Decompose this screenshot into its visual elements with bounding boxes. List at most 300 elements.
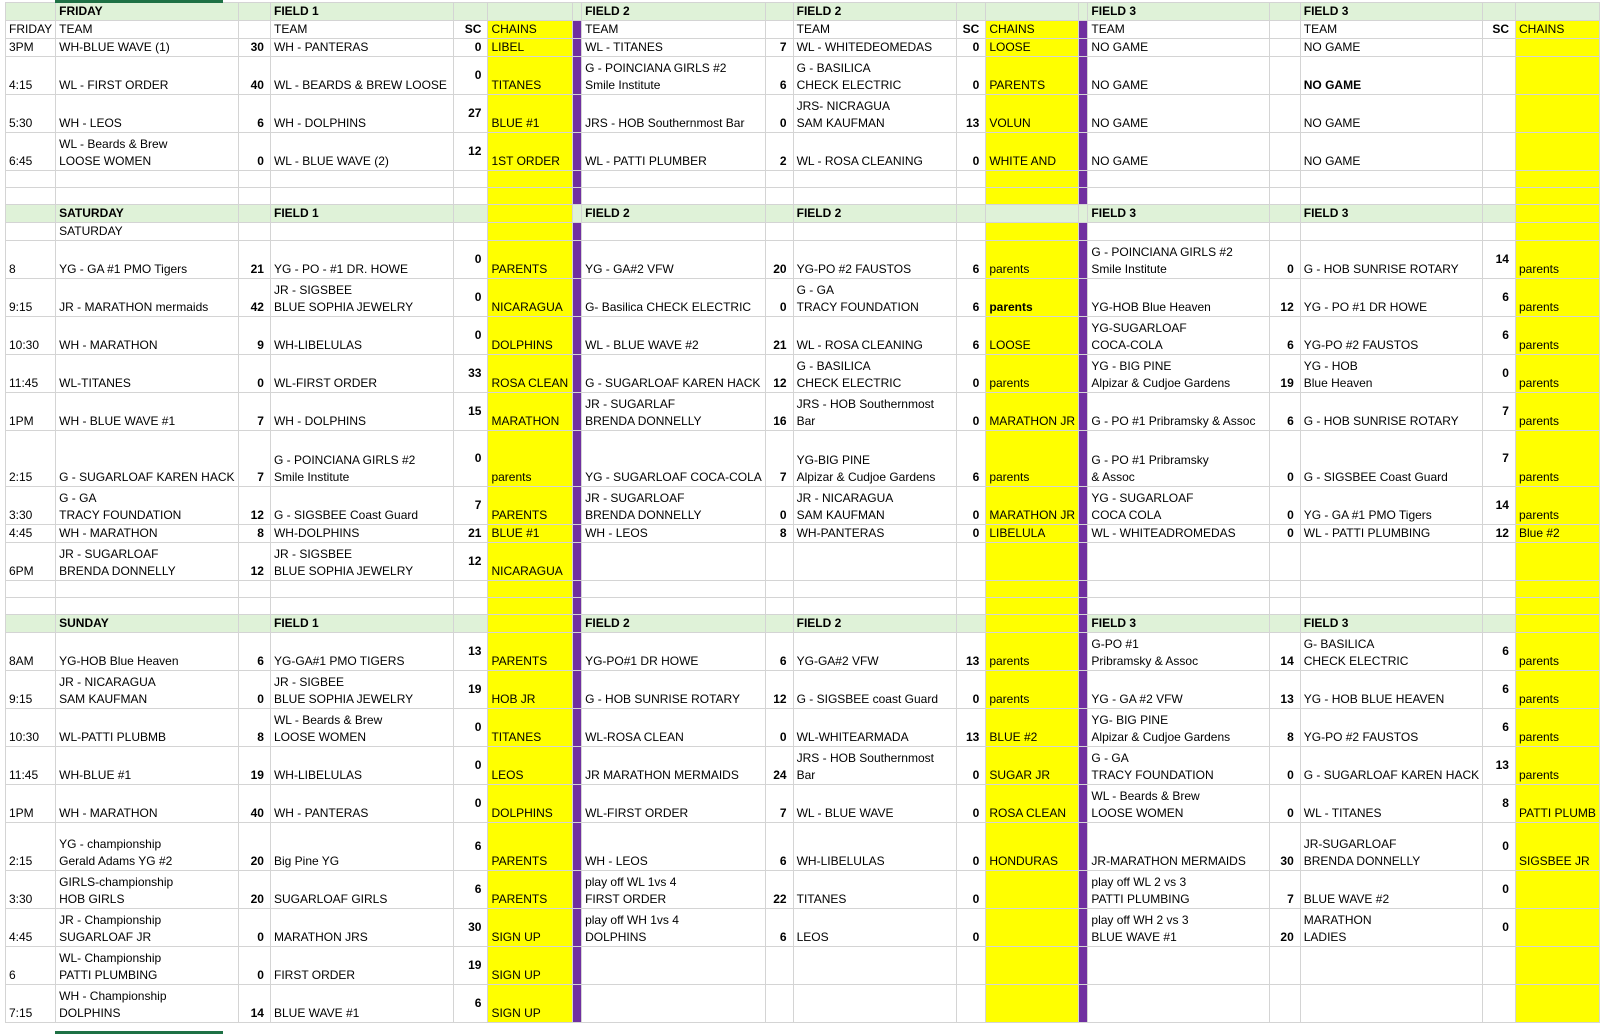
friday-header-cell[interactable] — [572, 3, 581, 21]
chains-cell[interactable]: parents — [986, 431, 1079, 487]
score-cell[interactable]: 6 — [238, 95, 270, 133]
score-cell[interactable]: 0 — [956, 39, 986, 57]
team-cell[interactable]: JR - SUGARLAF BRENDA DONNELLY — [582, 393, 766, 431]
score-cell[interactable]: 0 — [238, 909, 270, 947]
chains-cell[interactable] — [1515, 947, 1599, 985]
team-cell[interactable]: YG-GA#2 VFW — [793, 633, 956, 671]
team-cell[interactable]: NO GAME — [1300, 39, 1482, 57]
team-cell[interactable]: NO GAME — [1300, 133, 1482, 171]
score-cell[interactable]: 0 — [1269, 487, 1300, 525]
saturday-subheader-cell[interactable] — [6, 223, 56, 241]
score-cell[interactable]: 8 — [765, 525, 793, 543]
score-cell[interactable]: 6 — [1269, 393, 1300, 431]
score-cell[interactable]: 0 — [1269, 525, 1300, 543]
empty-cell[interactable] — [582, 171, 766, 188]
empty-cell[interactable] — [1088, 581, 1269, 598]
team-cell[interactable]: YG - PO #1 DR HOWE — [1300, 279, 1482, 317]
time-cell[interactable]: 10:30 — [6, 317, 56, 355]
chains-cell[interactable]: PARENTS — [488, 871, 572, 909]
score-cell[interactable]: 16 — [765, 393, 793, 431]
team-cell[interactable]: G - GA TRACY FOUNDATION — [793, 279, 956, 317]
team-cell[interactable]: WL - TITANES — [582, 39, 766, 57]
empty-cell[interactable] — [582, 581, 766, 598]
score-cell[interactable] — [765, 543, 793, 581]
team-cell[interactable]: G- Basilica CHECK ELECTRIC — [582, 279, 766, 317]
saturday-subheader-cell[interactable] — [270, 223, 453, 241]
team-cell[interactable]: G- BASILICA CHECK ELECTRIC — [1300, 633, 1482, 671]
saturday-header-cell[interactable] — [572, 205, 581, 223]
score-cell[interactable]: 0 — [956, 487, 986, 525]
score-cell[interactable]: 27 — [454, 95, 488, 133]
team-cell[interactable] — [582, 985, 766, 1023]
score-cell[interactable]: 0 — [454, 785, 488, 823]
empty-cell[interactable] — [1515, 598, 1599, 615]
time-cell[interactable]: 8AM — [6, 633, 56, 671]
score-cell[interactable]: 0 — [956, 525, 986, 543]
team-cell[interactable]: WH - MARATHON — [56, 525, 238, 543]
score-cell[interactable] — [1483, 543, 1516, 581]
chains-cell[interactable] — [1515, 985, 1599, 1023]
chains-cell[interactable]: WHITE AND — [986, 133, 1079, 171]
score-cell[interactable]: 42 — [238, 279, 270, 317]
team-cell[interactable]: YG - GA #1 PMO Tigers — [1300, 487, 1482, 525]
column-header-cell[interactable]: TEAM — [1300, 21, 1482, 39]
score-cell[interactable]: 0 — [454, 279, 488, 317]
team-cell[interactable]: WH-LIBELULAS — [270, 317, 453, 355]
empty-cell[interactable] — [986, 171, 1079, 188]
sunday-header-cell[interactable] — [488, 615, 572, 633]
team-cell[interactable]: JR-SUGARLOAF BRENDA DONNELLY — [1300, 823, 1482, 871]
team-cell[interactable]: G-PO #1 Pribramsky & Assoc — [1088, 633, 1269, 671]
score-cell[interactable]: 30 — [238, 39, 270, 57]
sunday-header-cell[interactable]: FIELD 3 — [1088, 615, 1269, 633]
team-cell[interactable] — [1088, 947, 1269, 985]
empty-cell[interactable] — [582, 598, 766, 615]
team-cell[interactable]: NO GAME — [1088, 95, 1269, 133]
empty-cell[interactable] — [765, 188, 793, 205]
empty-cell[interactable] — [56, 188, 238, 205]
time-cell[interactable]: 11:45 — [6, 747, 56, 785]
team-cell[interactable] — [1300, 947, 1482, 985]
empty-cell[interactable] — [1300, 598, 1482, 615]
team-cell[interactable]: YG - GA #2 VFW — [1088, 671, 1269, 709]
score-cell[interactable]: 0 — [238, 133, 270, 171]
saturday-header-cell[interactable] — [6, 205, 56, 223]
team-cell[interactable]: YG-PO #2 FAUSTOS — [793, 241, 956, 279]
chains-cell[interactable]: parents — [1515, 709, 1599, 747]
chains-cell[interactable]: parents — [1515, 279, 1599, 317]
empty-cell[interactable] — [454, 598, 488, 615]
time-cell[interactable]: 6 — [6, 947, 56, 985]
column-header-cell[interactable]: CHAINS — [488, 21, 572, 39]
team-cell[interactable]: MARATHON LADIES — [1300, 909, 1482, 947]
score-cell[interactable]: 13 — [956, 709, 986, 747]
team-cell[interactable]: JR - NICARAGUA SAM KAUFMAN — [56, 671, 238, 709]
team-cell[interactable]: WH - DOLPHINS — [270, 95, 453, 133]
team-cell[interactable]: YG - HOB BLUE HEAVEN — [1300, 671, 1482, 709]
team-cell[interactable]: JR - SIGBEE BLUE SOPHIA JEWELRY — [270, 671, 453, 709]
empty-cell[interactable] — [6, 171, 56, 188]
team-cell[interactable]: JRS - HOB Southernmost Bar — [793, 393, 956, 431]
saturday-header-cell[interactable] — [454, 205, 488, 223]
team-cell[interactable]: NO GAME — [1088, 133, 1269, 171]
time-cell[interactable]: 2:15 — [6, 431, 56, 487]
sunday-header-cell[interactable]: FIELD 2 — [582, 615, 766, 633]
friday-header-cell[interactable] — [6, 3, 56, 21]
team-cell[interactable]: G - BASILICA CHECK ELECTRIC — [793, 57, 956, 95]
score-cell[interactable]: 0 — [956, 909, 986, 947]
score-cell[interactable]: 6 — [454, 823, 488, 871]
empty-cell[interactable] — [1269, 598, 1300, 615]
chains-cell[interactable]: Blue #2 — [1515, 525, 1599, 543]
score-cell[interactable]: 13 — [1483, 747, 1516, 785]
team-cell[interactable]: WH - LEOS — [582, 525, 766, 543]
saturday-subheader-cell[interactable] — [793, 223, 956, 241]
team-cell[interactable]: G - HOB SUNRISE ROTARY — [1300, 241, 1482, 279]
empty-cell[interactable] — [238, 188, 270, 205]
empty-cell[interactable] — [1483, 171, 1516, 188]
empty-cell[interactable] — [1515, 188, 1599, 205]
chains-cell[interactable]: BLUE #2 — [986, 709, 1079, 747]
score-cell[interactable]: 0 — [956, 785, 986, 823]
saturday-header-cell[interactable] — [1269, 205, 1300, 223]
score-cell[interactable]: 13 — [1269, 671, 1300, 709]
score-cell[interactable]: 8 — [238, 709, 270, 747]
empty-cell[interactable] — [793, 581, 956, 598]
chains-cell[interactable]: MARATHON JR — [986, 487, 1079, 525]
saturday-header-cell[interactable]: FIELD 1 — [270, 205, 453, 223]
team-cell[interactable]: JR MARATHON MERMAIDS — [582, 747, 766, 785]
saturday-header-cell[interactable] — [1483, 205, 1516, 223]
team-cell[interactable]: WL - PATTI PLUMBING — [1300, 525, 1482, 543]
column-header-cell[interactable]: SC — [1483, 21, 1516, 39]
sunday-header-cell[interactable]: FIELD 2 — [793, 615, 956, 633]
team-cell[interactable]: NO GAME — [1300, 95, 1482, 133]
score-cell[interactable]: 20 — [1269, 909, 1300, 947]
team-cell[interactable]: JR-MARATHON MERMAIDS — [1088, 823, 1269, 871]
team-cell[interactable]: JR - NICARAGUA SAM KAUFMAN — [793, 487, 956, 525]
team-cell[interactable]: WL - PATTI PLUMBER — [582, 133, 766, 171]
team-cell[interactable]: WH - MARATHON — [56, 317, 238, 355]
team-cell[interactable]: G - HOB SUNRISE ROTARY — [1300, 393, 1482, 431]
saturday-subheader-cell[interactable] — [1088, 223, 1269, 241]
time-cell[interactable]: 2:15 — [6, 823, 56, 871]
score-cell[interactable] — [956, 947, 986, 985]
empty-cell[interactable] — [270, 581, 453, 598]
team-cell[interactable]: WH - PANTERAS — [270, 39, 453, 57]
team-cell[interactable]: WL - BEARDS & BREW LOOSE — [270, 57, 453, 95]
sunday-header-cell[interactable] — [1483, 615, 1516, 633]
team-cell[interactable]: WL - BLUE WAVE #2 — [582, 317, 766, 355]
chains-cell[interactable]: parents — [1515, 317, 1599, 355]
score-cell[interactable]: 24 — [765, 747, 793, 785]
score-cell[interactable]: 6 — [1483, 709, 1516, 747]
chains-cell[interactable]: TITANES — [488, 709, 572, 747]
score-cell[interactable]: 33 — [454, 355, 488, 393]
team-cell[interactable]: WL - BLUE WAVE (2) — [270, 133, 453, 171]
score-cell[interactable]: 15 — [454, 393, 488, 431]
team-cell[interactable]: YG-GA#1 PMO TIGERS — [270, 633, 453, 671]
empty-cell[interactable] — [488, 188, 572, 205]
chains-cell[interactable]: TITANES — [488, 57, 572, 95]
team-cell[interactable]: JR - MARATHON mermaids — [56, 279, 238, 317]
score-cell[interactable]: 6 — [454, 871, 488, 909]
chains-cell[interactable]: PARENTS — [488, 823, 572, 871]
friday-header-cell[interactable] — [1515, 3, 1599, 21]
chains-cell[interactable]: PATTI PLUMB — [1515, 785, 1599, 823]
score-cell[interactable]: 40 — [238, 57, 270, 95]
friday-header-cell[interactable] — [986, 3, 1079, 21]
chains-cell[interactable] — [1515, 871, 1599, 909]
team-cell[interactable]: Big Pine YG — [270, 823, 453, 871]
score-cell[interactable] — [1483, 95, 1516, 133]
team-cell[interactable]: MARATHON JRS — [270, 909, 453, 947]
sunday-header-cell[interactable]: FIELD 3 — [1300, 615, 1482, 633]
team-cell[interactable]: YG - GA #1 PMO Tigers — [56, 241, 238, 279]
saturday-header-cell[interactable]: FIELD 3 — [1300, 205, 1482, 223]
score-cell[interactable]: 6 — [956, 279, 986, 317]
score-cell[interactable]: 12 — [238, 543, 270, 581]
saturday-subheader-cell[interactable] — [582, 223, 766, 241]
empty-cell[interactable] — [986, 581, 1079, 598]
team-cell[interactable]: WL - WHITEDEOMEDAS — [793, 39, 956, 57]
team-cell[interactable] — [793, 947, 956, 985]
score-cell[interactable]: 0 — [765, 279, 793, 317]
empty-cell[interactable] — [793, 188, 956, 205]
chains-cell[interactable] — [1515, 95, 1599, 133]
team-cell[interactable]: WL - Beards & Brew LOOSE WOMEN — [1088, 785, 1269, 823]
chains-cell[interactable]: BLUE #1 — [488, 525, 572, 543]
score-cell[interactable]: 8 — [1269, 709, 1300, 747]
time-cell[interactable]: 3:30 — [6, 871, 56, 909]
team-cell[interactable]: WH-DOLPHINS — [270, 525, 453, 543]
team-cell[interactable]: WH-PANTERAS — [793, 525, 956, 543]
score-cell[interactable]: 22 — [765, 871, 793, 909]
time-cell[interactable]: 8 — [6, 241, 56, 279]
column-header-cell[interactable] — [238, 21, 270, 39]
chains-cell[interactable]: SUGAR JR — [986, 747, 1079, 785]
empty-cell[interactable] — [1088, 598, 1269, 615]
team-cell[interactable]: WL - ROSA CLEANING — [793, 317, 956, 355]
score-cell[interactable] — [765, 947, 793, 985]
empty-cell[interactable] — [270, 598, 453, 615]
empty-cell[interactable] — [488, 581, 572, 598]
score-cell[interactable]: 0 — [1269, 747, 1300, 785]
team-cell[interactable]: play off WL 1vs 4 FIRST ORDER — [582, 871, 766, 909]
score-cell[interactable]: 0 — [765, 709, 793, 747]
chains-cell[interactable]: MARATHON — [488, 393, 572, 431]
team-cell[interactable]: WH - PANTERAS — [270, 785, 453, 823]
time-cell[interactable]: 5:30 — [6, 95, 56, 133]
score-cell[interactable]: 8 — [1483, 785, 1516, 823]
score-cell[interactable]: 6 — [765, 823, 793, 871]
friday-header-cell[interactable]: FIELD 2 — [582, 3, 766, 21]
score-cell[interactable]: 0 — [238, 671, 270, 709]
team-cell[interactable]: G - PO #1 Pribramsky & Assoc — [1088, 393, 1269, 431]
time-cell[interactable]: 7:15 — [6, 985, 56, 1023]
team-cell[interactable]: JR - Championship SUGARLOAF JR — [56, 909, 238, 947]
score-cell[interactable]: 0 — [956, 871, 986, 909]
team-cell[interactable]: G - SIGSBEE coast Guard — [793, 671, 956, 709]
team-cell[interactable]: WL - Beards & Brew LOOSE WOMEN — [56, 133, 238, 171]
column-header-cell[interactable]: TEAM — [793, 21, 956, 39]
empty-cell[interactable] — [956, 171, 986, 188]
score-cell[interactable]: 6 — [1483, 671, 1516, 709]
score-cell[interactable]: 13 — [454, 633, 488, 671]
score-cell[interactable]: 14 — [1483, 487, 1516, 525]
empty-cell[interactable] — [1269, 171, 1300, 188]
team-cell[interactable] — [793, 985, 956, 1023]
score-cell[interactable] — [1269, 95, 1300, 133]
score-cell[interactable]: 0 — [956, 133, 986, 171]
column-header-cell[interactable]: SC — [956, 21, 986, 39]
schedule-grid[interactable] — [5, 2, 1600, 1023]
score-cell[interactable]: 14 — [1269, 633, 1300, 671]
team-cell[interactable]: WL-FIRST ORDER — [582, 785, 766, 823]
team-cell[interactable]: YG-SUGARLOAF COCA-COLA — [1088, 317, 1269, 355]
team-cell[interactable]: SUGARLOAF GIRLS — [270, 871, 453, 909]
score-cell[interactable]: 6 — [454, 985, 488, 1023]
score-cell[interactable]: 20 — [238, 823, 270, 871]
chains-cell[interactable]: LOOSE — [986, 39, 1079, 57]
score-cell[interactable]: 6 — [1483, 633, 1516, 671]
column-header-cell[interactable]: TEAM — [270, 21, 453, 39]
sunday-header-cell[interactable] — [6, 615, 56, 633]
team-cell[interactable] — [1300, 985, 1482, 1023]
score-cell[interactable]: 2 — [765, 133, 793, 171]
friday-header-cell[interactable] — [238, 3, 270, 21]
score-cell[interactable]: 20 — [238, 871, 270, 909]
team-cell[interactable]: YG - HOB Blue Heaven — [1300, 355, 1482, 393]
time-cell[interactable]: 4:45 — [6, 909, 56, 947]
score-cell[interactable] — [1269, 985, 1300, 1023]
team-cell[interactable]: JR - SUGARLOAF BRENDA DONNELLY — [582, 487, 766, 525]
score-cell[interactable]: 0 — [765, 95, 793, 133]
chains-cell[interactable]: parents — [1515, 393, 1599, 431]
team-cell[interactable] — [582, 543, 766, 581]
friday-header-cell[interactable] — [1079, 3, 1088, 21]
team-cell[interactable]: YG-PO#1 DR HOWE — [582, 633, 766, 671]
team-cell[interactable]: WL - WHITEADROMEDAS — [1088, 525, 1269, 543]
sunday-header-cell[interactable] — [454, 615, 488, 633]
time-cell[interactable]: 1PM — [6, 393, 56, 431]
chains-cell[interactable]: BLUE #1 — [488, 95, 572, 133]
team-cell[interactable]: G - PO #1 Pribramsky & Assoc — [1088, 431, 1269, 487]
chains-cell[interactable]: parents — [1515, 487, 1599, 525]
score-cell[interactable] — [956, 543, 986, 581]
saturday-header-cell[interactable] — [986, 205, 1079, 223]
chains-cell[interactable]: NICARAGUA — [488, 543, 572, 581]
empty-cell[interactable] — [1088, 171, 1269, 188]
chains-cell[interactable]: 1ST ORDER — [488, 133, 572, 171]
score-cell[interactable]: 6 — [765, 909, 793, 947]
empty-cell[interactable] — [488, 598, 572, 615]
score-cell[interactable]: 0 — [1269, 785, 1300, 823]
score-cell[interactable] — [1483, 947, 1516, 985]
score-cell[interactable] — [1269, 947, 1300, 985]
chains-cell[interactable]: HOB JR — [488, 671, 572, 709]
time-cell[interactable]: 9:15 — [6, 279, 56, 317]
friday-header-cell[interactable] — [956, 3, 986, 21]
team-cell[interactable]: YG-PO #2 FAUSTOS — [1300, 317, 1482, 355]
empty-cell[interactable] — [986, 188, 1079, 205]
team-cell[interactable]: G - GA TRACY FOUNDATION — [1088, 747, 1269, 785]
score-cell[interactable] — [1483, 133, 1516, 171]
team-cell[interactable]: G - SUGARLOAF KAREN HACK — [582, 355, 766, 393]
empty-cell[interactable] — [793, 598, 956, 615]
score-cell[interactable]: 0 — [454, 431, 488, 487]
chains-cell[interactable]: parents — [986, 279, 1079, 317]
time-cell[interactable]: 11:45 — [6, 355, 56, 393]
score-cell[interactable]: 19 — [454, 671, 488, 709]
chains-cell[interactable] — [986, 543, 1079, 581]
empty-cell[interactable] — [56, 598, 238, 615]
chains-cell[interactable]: parents — [1515, 241, 1599, 279]
score-cell[interactable]: 6 — [956, 241, 986, 279]
team-cell[interactable]: G - SUGARLOAF KAREN HACK — [1300, 747, 1482, 785]
score-cell[interactable]: 21 — [765, 317, 793, 355]
team-cell[interactable]: WH - MARATHON — [56, 785, 238, 823]
team-cell[interactable]: WL- Championship PATTI PLUMBING — [56, 947, 238, 985]
chains-cell[interactable]: ROSA CLEAN — [986, 785, 1079, 823]
chains-cell[interactable]: SIGN UP — [488, 909, 572, 947]
team-cell[interactable]: JRS- NICRAGUA SAM KAUFMAN — [793, 95, 956, 133]
saturday-header-cell[interactable] — [1515, 205, 1599, 223]
score-cell[interactable]: 6 — [1483, 317, 1516, 355]
empty-cell[interactable] — [956, 188, 986, 205]
column-header-cell[interactable]: CHAINS — [986, 21, 1079, 39]
score-cell[interactable]: 0 — [454, 39, 488, 57]
chains-cell[interactable]: VOLUN — [986, 95, 1079, 133]
friday-header-cell[interactable] — [454, 3, 488, 21]
team-cell[interactable]: WL-TITANES — [56, 355, 238, 393]
column-header-cell[interactable] — [1269, 21, 1300, 39]
score-cell[interactable]: 0 — [1483, 355, 1516, 393]
column-header-cell[interactable]: FRIDAY — [6, 21, 56, 39]
score-cell[interactable]: 0 — [1269, 241, 1300, 279]
chains-cell[interactable]: parents — [488, 431, 572, 487]
saturday-subheader-cell[interactable] — [956, 223, 986, 241]
empty-cell[interactable] — [765, 581, 793, 598]
score-cell[interactable]: 30 — [454, 909, 488, 947]
chains-cell[interactable]: LEOS — [488, 747, 572, 785]
saturday-header-cell[interactable]: FIELD 2 — [582, 205, 766, 223]
score-cell[interactable]: 12 — [1483, 525, 1516, 543]
team-cell[interactable]: G - HOB SUNRISE ROTARY — [582, 671, 766, 709]
score-cell[interactable]: 0 — [956, 671, 986, 709]
score-cell[interactable]: 12 — [1269, 279, 1300, 317]
empty-cell[interactable] — [986, 598, 1079, 615]
column-header-cell[interactable]: TEAM — [56, 21, 238, 39]
chains-cell[interactable]: PARENTS — [488, 241, 572, 279]
team-cell[interactable]: WH-LIBELULAS — [793, 823, 956, 871]
score-cell[interactable]: 6 — [238, 633, 270, 671]
empty-cell[interactable] — [270, 171, 453, 188]
time-cell[interactable]: 6:45 — [6, 133, 56, 171]
saturday-subheader-cell[interactable] — [986, 223, 1079, 241]
team-cell[interactable]: YG-BIG PINE Alpizar & Cudjoe Gardens — [793, 431, 956, 487]
score-cell[interactable]: 0 — [454, 747, 488, 785]
team-cell[interactable]: YG - SUGARLOAF COCA-COLA — [582, 431, 766, 487]
score-cell[interactable]: 0 — [454, 709, 488, 747]
saturday-header-cell[interactable] — [956, 205, 986, 223]
score-cell[interactable]: 0 — [956, 57, 986, 95]
empty-cell[interactable] — [454, 188, 488, 205]
team-cell[interactable]: WL-WHITEARMADA — [793, 709, 956, 747]
saturday-subheader-cell[interactable] — [1300, 223, 1482, 241]
score-cell[interactable] — [1269, 57, 1300, 95]
score-cell[interactable]: 19 — [454, 947, 488, 985]
